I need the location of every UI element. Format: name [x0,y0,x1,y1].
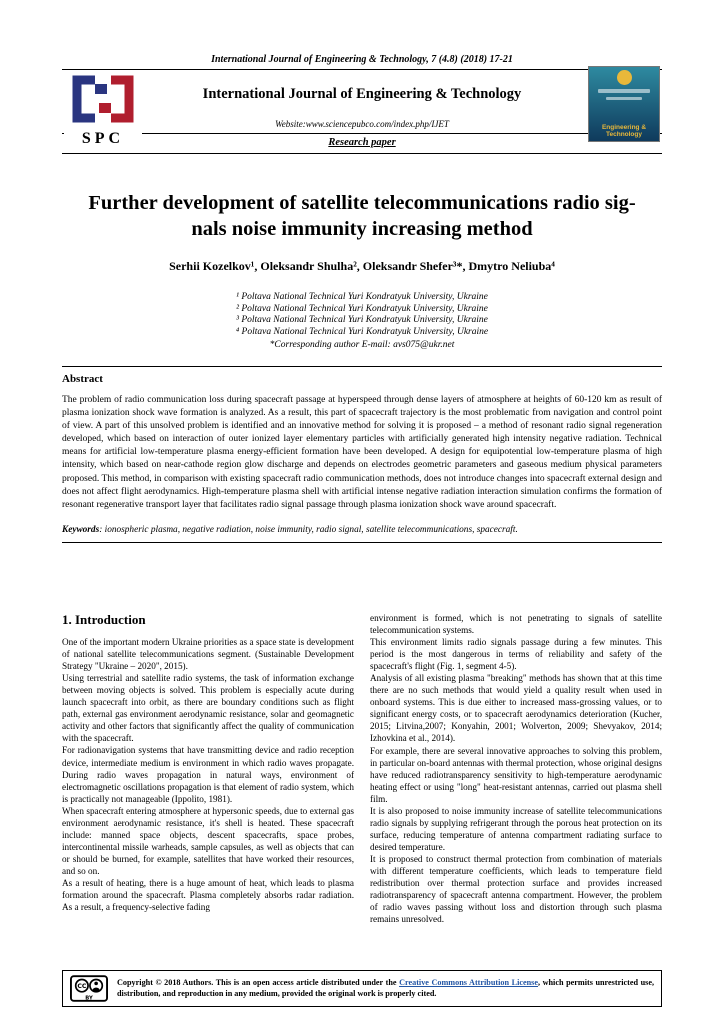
article-title [62,190,662,242]
affiliation-line: ¹ Poltava National Technical Yuri Kondratyuk University, Ukraine [236,292,488,302]
article-body [62,612,662,925]
cover-decoration [598,89,650,93]
cover-decoration [606,97,642,100]
keywords-label: Keywords [62,524,100,535]
corresponding-author: *Corresponding author E-mail: avs075@ukr.net [269,340,455,351]
section-heading-introduction: 1. Introduction [62,612,146,627]
paragraph: When spacecraft entering atmosphere at hypersonic speeds, due to external gas environment aerodynamic resistance, it's shell is heated. These spacecraft include: manned space objects, descent spacecrafts, space probes, intercontinental missile warheads, sample capsules, as well as objects that can or should be burned, for example, satellites that have worked their resources, and so on. [62,805,354,876]
affiliation-line: ³ Poltava National Technical Yuri Kondratyuk University, Ukraine [236,315,488,326]
copyright-pre: Copyright © 2018 Authors. This is an open access article distributed under the [117,978,400,988]
spc-logo-text: SPC [81,130,125,147]
divider [62,366,662,367]
journal-title: International Journal of Engineering & Technology [202,86,522,102]
paragraph: One of the important modern Ukraine priorities as a space state is development of national satellite telecommunications segment. (Sustainable Development Strategy "Ukraine – 2020", 2015). [62,637,354,672]
paragraph: It is proposed to construct thermal protection from combination of materials with different temperature coefficients, which leads to temperature field redistribution over thermal protection surface and provides increased radiotransparency of spacecraft antenna compartment. However, the problem of radio waves passing without loss and distortion through such plasma remains unresolved. [370,853,662,925]
article-title-line: Further development of satellite telecommunications radio sig- [88,192,636,214]
paragraph: As a result of heating, there is a huge amount of heat, which leads to plasma formation around the spacecraft. Plasma completely absorbs radar radiation. As a result, a frequency-selective fading [62,877,354,913]
affiliation-line: ⁴ Poltava National Technical Yuri Kondratyuk University, Ukraine [235,326,489,337]
abstract-section [62,366,662,543]
copyright-post: , which permits unrestricted use, distribution, and reproduction in any medium, provided the original work is properly cited. [117,978,655,998]
keywords-line [62,525,662,535]
cc-by-license-icon [70,975,108,1002]
svg-text:BY: BY [85,995,93,1002]
cover-emblem-icon [617,70,632,85]
right-column [370,612,662,925]
svg-text:CC: CC [77,983,87,991]
paragraph: For radionavigation systems that have transmitting device and radio reception device, intermediate medium is environment in which radio waves propagate. During radio waves propagation in natural ways, environment of electromagnetic oscillations propagation is that element of radio system, which is practically not manageable (Ippolito, 1981). [62,745,354,804]
copyright-text [117,978,654,999]
paragraph: Using terrestrial and satellite radio systems, the task of information exchange between moving objects is solved. This problem is especially acute during launch spacecraft into orbit, as there are boundary conditions such as flight path, external gas environment aerodynamic resistance, solar and geomagnetic activity and other factors that significantly affect the quality of communication with the spacecraft. [62,673,354,744]
affiliation-line: ² Poltava National Technical Yuri Kondratyuk University, Ukraine [236,303,488,314]
abstract-text: The problem of radio communication loss during spacecraft passage at hyperspeed through dense layers of atmosphere at heights of 60-120 km as result of plasma ionization shock wave formation is analyzed. As a result, this part of spacecraft trajectory is the most problematic from navigation and control point of view. A part of this unsolved problem is identified and an innovative method for solving it is proposed – a method of resonant radio signal regeneration developed, which based on interaction of outer ionized layer elementary particles with artificially generated high intensity negative radiation. Technical means for artificial low-temperature plasma energy-efficient formation have been developed. A design for equipotential low-temperature plasma of high intensity, which based on near-cathode region glow discharge and depends on electrodes geometric parameters and gaseous medium physical parameters proposed. This method, in comparison with existing spacecraft radio communication methods, does not introduce changes into spacecraft external design and does not affect flight aerodynamics. High-temperature plasma shell with artificial intense negative radiation interaction simulation confirms the formation of resonant regenerative transport layer that facilitates radio signal passage through plasma ionization shock wave around spacecraft. [62,395,662,510]
affiliations [62,292,662,352]
journal-citation: International Journal of Engineering & Technology, 7 (4.8) (2018) 17-21 [211,54,513,65]
divider [62,153,662,154]
abstract-heading: Abstract [62,373,103,385]
spc-logo [64,72,142,147]
journal-website: Website:www.sciencepubco.com/index.php/IJET [275,119,449,129]
paper-type-label: Research paper [328,137,396,148]
article-title-line: nals noise immunity increasing method [191,218,533,240]
paragraph: Analysis of all existing plasma "breaking" methods has shown that at this time there are no such methods that would yield a quality result when used in onboard systems. This is due either to increased mass-grossing values, or to significant energy costs, or to spacecraft aerodynamics deterioration (Kucher, 2015; Litvina,2007; Konyahin, 2001; Wolverton, 2009; Shevyakov, 2014; Izhovkina et al., 2014). [370,673,662,744]
spc-logo-icon [65,113,141,130]
divider [62,69,662,70]
divider [62,133,662,134]
divider [62,542,662,543]
authors-line: Serhii Kozelkov¹, Oleksandr Shulha², Oleksandr Shefer³*, Dmytro Neliuba⁴ [169,259,555,273]
paragraph: environment is formed, which is not penetrating to signals of satellite telecommunication systems. [370,613,662,636]
keywords-text: : ionospheric plasma, negative radiation, noise immunity, radio signal, satellite telecommunications, spacecraft. [99,524,518,535]
license-link[interactable]: Creative Commons Attribution License [399,978,538,988]
left-column [62,612,354,925]
copyright-footer [62,970,662,1007]
journal-cover-thumbnail [588,66,660,142]
paragraph: It is also proposed to noise immunity increase of satellite telecommunications radio signals by supplying refrigerant through the porous heat protection on its surface, reducing temperature of antenna compartment radiating surface to desired temperature. [370,805,662,852]
cover-banner-text: Engineering & Technology [601,124,647,138]
paragraph: For example, there are several innovative approaches to solving this problem, in particular on-board antennas with thermal protection, whose original designs have reduced radiotransparency sensitivity to high-temperature aerodynamic heating effect or using "long" heat-resistant antennas, carried out plasma shell film. [370,745,662,804]
paragraph: This environment limits radio signals passage during a few minutes. This period is the most dangerous in terms of reliability and safety of the spacecraft's flight (Fig. 1, segment 4-5). [370,637,662,672]
